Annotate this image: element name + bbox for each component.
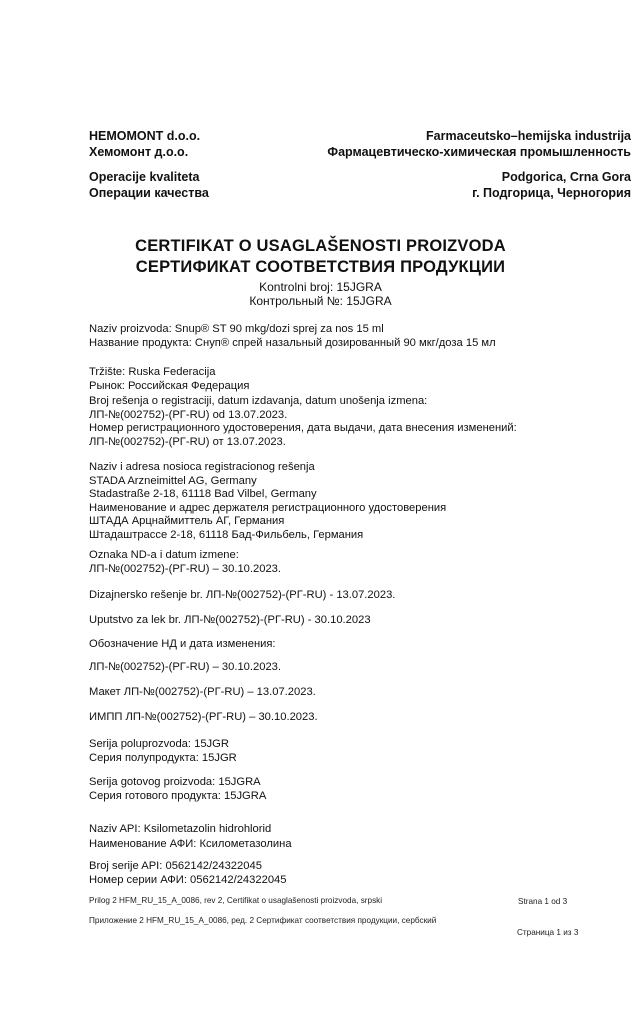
holder-address-latin: Stadastraße 2-18, 61118 Bad Vilbel, Germany: [89, 488, 317, 500]
department-latin: Operacije kvaliteta: [89, 170, 200, 184]
holder-label-cyrillic: Наименование и адрес держателя регистрационного удостоверения: [89, 501, 447, 514]
finished-batch-latin: Serija gotovog proizvoda: 15JGRA: [89, 776, 261, 788]
finished-product-batch: [89, 776, 266, 803]
footer-reference-latin: Prilog 2 HFM_RU_15_A_0086, rev 2, Certifikat o usaglašenosti proizvoda, srpski: [89, 896, 383, 905]
api-batch-cyrillic: Номер серии АФИ: 0562142/24322045: [89, 873, 287, 886]
nd-label-latin: Oznaka ND-a i datum izmene:: [89, 549, 239, 561]
finished-batch-cyrillic: Серия готового продукта: 15JGRA: [89, 789, 267, 802]
registration-holder: [89, 461, 446, 542]
registration-value-cyrillic: ЛП-№(002752)-(РГ-RU) от 13.07.2023.: [89, 435, 286, 448]
control-number-latin: Kontrolni broj: 15JGRA: [259, 280, 382, 294]
company-name-latin: HEMOMONT d.o.o.: [89, 129, 201, 143]
registration-label-cyrillic: Номер регистрационного удостоверения, дата выдачи, дата внесения изменений:: [89, 422, 517, 434]
semi-batch-latin: Serija poluprozvoda: 15JGR: [89, 738, 229, 750]
product-name-cyrillic: Название продукта: Снуп® спрей назальный дозированный 90 мкг/доза 15 мл: [89, 336, 496, 349]
footer-page-latin: Strana 1 od 3: [518, 897, 568, 906]
registration-label-latin: Broj rešenja o registraciji, datum izdavanja, datum unošenja izmena:: [89, 395, 428, 407]
product-name: [89, 323, 496, 350]
product-name-latin: Naziv proizvoda: Snup® ST 90 mkg/dozi sprej za nos 15 ml: [89, 323, 384, 335]
holder-company-cyrillic: ШТАДА Арцнаймиттель АГ, Германия: [89, 515, 285, 527]
footer-reference-cyrillic: Приложение 2 HFM_RU_15_A_0086, ред. 2 Сертификат соответствия продукции, сербский: [89, 916, 437, 925]
api-name: [89, 823, 292, 851]
design-solution: Dizajnersko rešenje br. ЛП-№(002752)-(РГ-RU) - 13.07.2023.: [89, 589, 396, 601]
api-name-cyrillic: Наименование АФИ: Ксилометазолина: [89, 837, 292, 850]
holder-label-latin: Naziv i adresa nosioca registracionog rešenja: [89, 461, 315, 473]
location-latin: Podgorica, Crna Gora: [501, 170, 631, 184]
nd-value-latin: ЛП-№(002752)-(РГ-RU) – 30.10.2023.: [89, 562, 282, 575]
market-latin: Tržište: Ruska Federacija: [89, 366, 216, 378]
semi-product-batch: [89, 738, 237, 765]
nd-value-cyrillic: ЛП-№(002752)-(РГ-RU) – 30.10.2023.: [89, 660, 282, 673]
holder-company-latin: STADA Arzneimittel AG, Germany: [89, 474, 257, 487]
leaflet: Uputstvo za lek br. ЛП-№(002752)-(РГ-RU) - 30.10.2023: [89, 614, 371, 626]
location: [472, 169, 631, 201]
maket: Макет ЛП-№(002752)-(РГ-RU) – 13.07.2023.: [89, 686, 316, 698]
location-cyrillic: г. Подгорица, Черногория: [472, 186, 631, 200]
department-cyrillic: Операции качества: [89, 186, 209, 200]
market-cyrillic: Рынок: Российская Федерация: [89, 379, 250, 392]
industry-latin: Farmaceutsko–hemijska industrija: [426, 129, 631, 143]
api-batch: [89, 860, 286, 887]
industry-name: [327, 128, 631, 160]
title-cyrillic: СЕРТИФИКАТ СООТВЕТСТВИЯ ПРОДУКЦИИ: [135, 258, 506, 276]
registration-value-latin: ЛП-№(002752)-(РГ-RU) od 13.07.2023.: [89, 408, 288, 421]
department: [89, 169, 209, 201]
api-batch-latin: Broj serije API: 0562142/24322045: [89, 860, 262, 872]
semi-batch-cyrillic: Серия полупродукта: 15JGR: [89, 751, 237, 764]
holder-address-cyrillic: Штадаштрассе 2-18, 61118 Бад-Фильбель, Германия: [89, 528, 364, 541]
industry-cyrillic: Фармацевтическо-химическая промышленность: [327, 145, 631, 159]
registration-info: [89, 395, 517, 449]
company-name: [89, 128, 200, 160]
nd-designation-cyrillic: [89, 638, 281, 674]
company-name-cyrillic: Хемомонт д.о.о.: [89, 145, 189, 159]
control-number-cyrillic: Контрольный №: 15JGRA: [249, 294, 392, 308]
title-latin: CERTIFIKAT O USAGLAŠENOSTI PROIZVODA: [135, 237, 506, 255]
impp: ИМПП ЛП-№(002752)-(РГ-RU) – 30.10.2023.: [89, 711, 318, 723]
market: [89, 366, 249, 393]
api-name-latin: Naziv API: Ksilometazolin hidrohlorid: [89, 823, 272, 835]
nd-label-cyrillic: Обозначение НД и дата изменения:: [89, 638, 276, 650]
footer-page-cyrillic: Страница 1 из 3: [517, 928, 579, 937]
nd-designation-latin: [89, 549, 281, 576]
